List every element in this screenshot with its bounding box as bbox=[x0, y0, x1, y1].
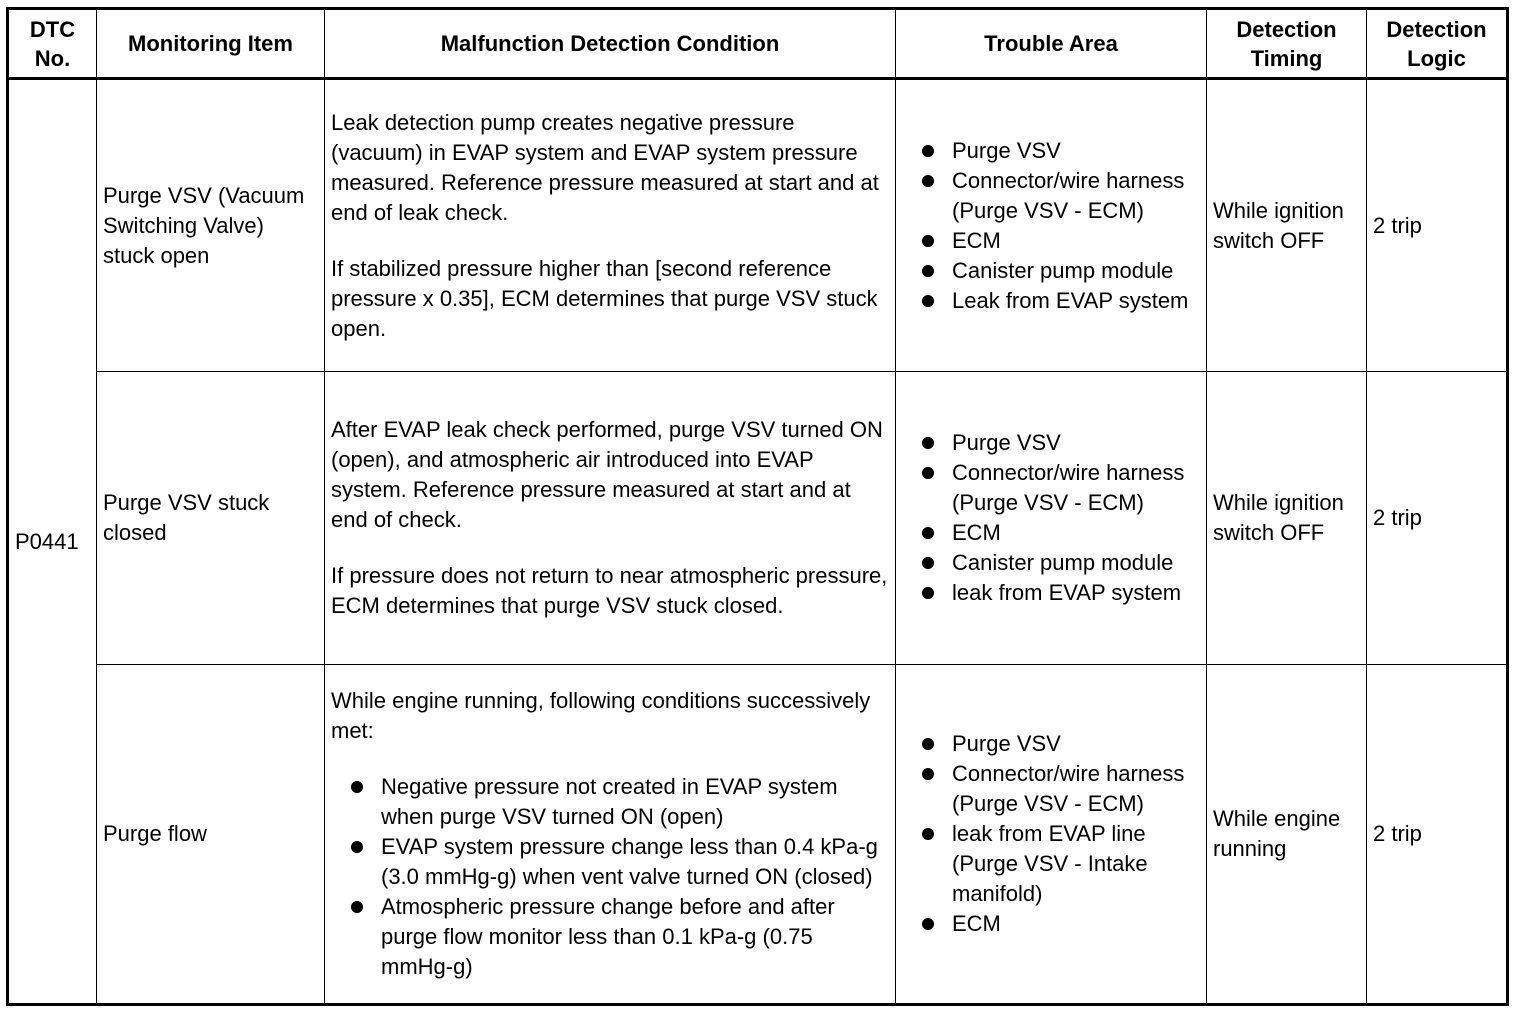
condition-intro: While engine running, following conditions successively met: bbox=[331, 688, 871, 743]
trouble-text: Leak from EVAP system bbox=[952, 287, 1189, 313]
condition-text: Negative pressure not created in EVAP system when purge VSV turned ON (open) bbox=[381, 774, 838, 829]
bullet-icon bbox=[922, 265, 934, 277]
detection-logic: 2 trip bbox=[1367, 79, 1508, 372]
condition-paragraph: If stabilized pressure higher than [second reference pressure x 0.35], ECM determines that purge VSV stuck open. bbox=[331, 255, 878, 341]
bullet-icon bbox=[922, 738, 934, 750]
list-item bbox=[902, 819, 1200, 909]
detection-timing: While engine running bbox=[1207, 665, 1367, 1005]
list-item bbox=[902, 136, 1200, 166]
bullet-icon bbox=[922, 175, 934, 187]
list-item bbox=[902, 729, 1200, 759]
trouble-list bbox=[902, 729, 1200, 939]
condition-paragraph: Leak detection pump creates negative pressure (vacuum) in EVAP system and EVAP system pressure measured. Reference pressure measured at start and at end of leak check. bbox=[331, 109, 879, 225]
list-item bbox=[331, 892, 889, 982]
bullet-icon bbox=[351, 901, 363, 913]
trouble-text: ECM bbox=[952, 227, 1001, 253]
list-item bbox=[902, 428, 1200, 458]
monitoring-item: Purge flow bbox=[97, 665, 325, 1005]
trouble-area bbox=[896, 372, 1207, 665]
detection-timing: While ignition switch OFF bbox=[1207, 372, 1367, 665]
dtc-table bbox=[6, 7, 1509, 1006]
condition-text: EVAP system pressure change less than 0.4 kPa-g (3.0 mmHg-g) when vent valve turned ON (closed) bbox=[381, 834, 878, 889]
bullet-icon bbox=[922, 557, 934, 569]
detection-logic: 2 trip bbox=[1367, 665, 1508, 1005]
bullet-icon bbox=[922, 295, 934, 307]
bullet-icon bbox=[351, 841, 363, 853]
bullet-icon bbox=[922, 437, 934, 449]
bullet-icon bbox=[922, 768, 934, 780]
list-item bbox=[331, 832, 889, 892]
list-item bbox=[902, 909, 1200, 939]
trouble-text: leak from EVAP system bbox=[952, 580, 1182, 605]
condition-text: Atmospheric pressure change before and after purge flow monitor less than 0.1 kPa-g (0.75 mmHg-g) bbox=[381, 894, 835, 979]
trouble-text: Connector/wire harness (Purge VSV - ECM) bbox=[952, 761, 1185, 816]
header-trouble-area: Trouble Area bbox=[896, 9, 1207, 79]
monitoring-item: Purge VSV (Vacuum Switching Valve) stuck open bbox=[97, 79, 325, 372]
bullet-icon bbox=[922, 467, 934, 479]
table-row bbox=[8, 79, 1508, 372]
trouble-text: ECM bbox=[952, 520, 1001, 545]
detection-timing: While ignition switch OFF bbox=[1207, 79, 1367, 372]
condition-paragraph: If pressure does not return to near atmospheric pressure, ECM determines that purge VSV stuck closed. bbox=[331, 563, 888, 618]
trouble-text: Connector/wire harness (Purge VSV - ECM) bbox=[952, 167, 1185, 223]
detection-condition bbox=[325, 372, 896, 665]
trouble-list bbox=[902, 136, 1200, 316]
detection-logic: 2 trip bbox=[1367, 372, 1508, 665]
header-monitoring-item: Monitoring Item bbox=[97, 9, 325, 79]
list-item bbox=[902, 578, 1200, 608]
trouble-text: ECM bbox=[952, 911, 1001, 936]
trouble-list bbox=[902, 428, 1200, 608]
trouble-text: leak from EVAP line (Purge VSV - Intake manifold) bbox=[952, 821, 1148, 906]
trouble-area bbox=[896, 79, 1207, 372]
detection-condition bbox=[325, 665, 896, 1005]
bullet-icon bbox=[922, 145, 934, 157]
list-item bbox=[902, 548, 1200, 578]
trouble-text: Canister pump module bbox=[952, 257, 1174, 283]
header-detection-logic: Detection Logic bbox=[1367, 9, 1508, 79]
detection-condition bbox=[325, 79, 896, 372]
bullet-icon bbox=[922, 918, 934, 930]
trouble-text: Purge VSV bbox=[952, 731, 1061, 756]
header-condition: Malfunction Detection Condition bbox=[325, 9, 896, 79]
trouble-text: Canister pump module bbox=[952, 550, 1174, 575]
table-row bbox=[8, 372, 1508, 665]
trouble-text: Purge VSV bbox=[952, 430, 1061, 455]
dtc-code: P0441 bbox=[8, 79, 97, 1005]
list-item bbox=[902, 166, 1200, 226]
condition-list bbox=[331, 772, 889, 982]
list-item bbox=[331, 772, 889, 832]
trouble-text: Connector/wire harness (Purge VSV - ECM) bbox=[952, 460, 1185, 515]
trouble-text: Purge VSV bbox=[952, 137, 1061, 163]
condition-paragraph: After EVAP leak check performed, purge VSV turned ON (open), and atmospheric air introduced into EVAP system. Reference pressure measured at start and at end of check. bbox=[331, 417, 883, 532]
list-item bbox=[902, 518, 1200, 548]
trouble-area bbox=[896, 665, 1207, 1005]
table-row bbox=[8, 665, 1508, 1005]
list-item bbox=[902, 286, 1200, 316]
bullet-icon bbox=[351, 781, 363, 793]
bullet-icon bbox=[922, 527, 934, 539]
bullet-icon bbox=[922, 828, 934, 840]
header-dtc-no: DTC No. bbox=[8, 9, 97, 79]
list-item bbox=[902, 759, 1200, 819]
bullet-icon bbox=[922, 587, 934, 599]
monitoring-item: Purge VSV stuck closed bbox=[97, 372, 325, 665]
header-row bbox=[8, 9, 1508, 79]
list-item bbox=[902, 458, 1200, 518]
header-detection-timing: Detection Timing bbox=[1207, 9, 1367, 79]
list-item bbox=[902, 226, 1200, 256]
list-item bbox=[902, 256, 1200, 286]
bullet-icon bbox=[922, 235, 934, 247]
